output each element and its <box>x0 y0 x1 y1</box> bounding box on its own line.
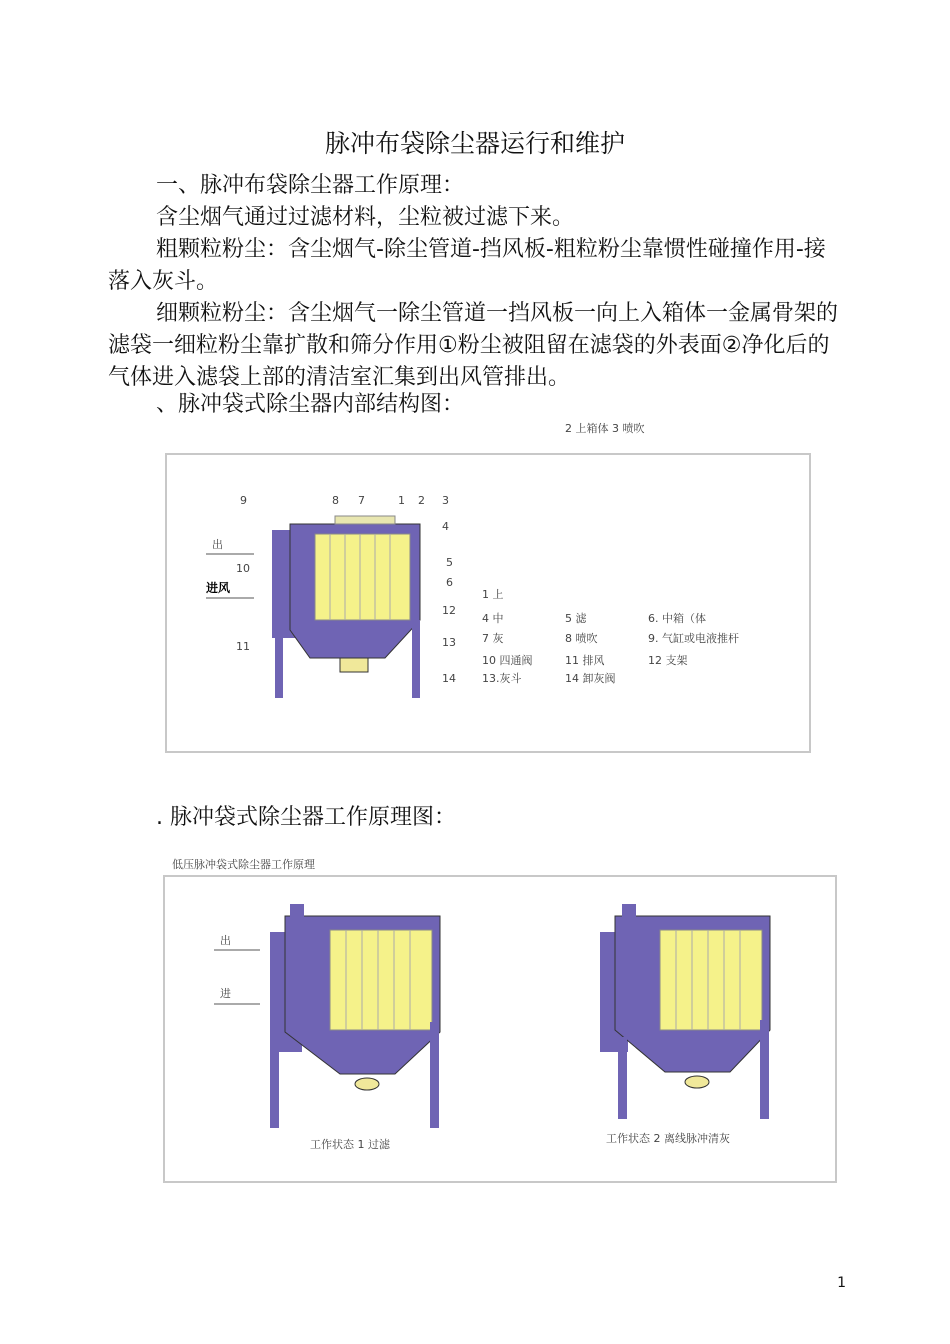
support-leg-left <box>275 638 283 698</box>
legend-item: 14 卸灰阀 <box>565 672 616 685</box>
filter-bags <box>315 534 410 620</box>
paragraph-3: 细颗粒粉尘：含尘烟气一除尘管道一挡风板一向上入箱体一金属骨架的滤袋一细粒粉尘靠扩散和筛分作用①粉尘被阻留在滤袋的外表面②净化后的气体进入滤袋上部的清洁室汇集到出风管排出。 <box>108 301 839 390</box>
legend-item: 8 喷吹 <box>565 632 598 645</box>
structure-figure <box>150 420 820 765</box>
figure1-frame <box>166 454 810 752</box>
callout-number: 14 <box>442 672 456 685</box>
callout-number: 7 <box>358 494 365 507</box>
legend-item: 13.灰斗 <box>482 672 522 685</box>
legend-item: 12 支架 <box>648 654 688 667</box>
legend-item: 7 灰 <box>482 632 504 645</box>
legend-item: 9. 气缸或电液推杆 <box>648 632 739 645</box>
callout-number: 12 <box>442 604 456 617</box>
caption-state-1: 工作状态 1 过滤 <box>310 1138 390 1151</box>
inlet-label: 进风 <box>206 581 231 595</box>
callout-number: 3 <box>442 494 449 507</box>
working-principle-figure <box>160 852 840 1187</box>
section-heading-structure: 、脉冲袋式除尘器内部结构图： <box>156 392 465 417</box>
figure2-caption-top: 低压脉冲袋式除尘器工作原理 <box>172 858 315 871</box>
legend-item: 4 中 <box>482 612 504 625</box>
support-leg-right <box>412 620 420 698</box>
section-heading-working: . 脉冲袋式除尘器工作原理图： <box>156 805 456 830</box>
discharge-valve <box>340 658 368 672</box>
callout-number: 8 <box>332 494 339 507</box>
paragraph-2: 粗颗粒粉尘：含尘烟气-除尘管道-挡风板-粗粒粉尘靠惯性碰撞作用-接落入灰斗。 <box>108 237 826 294</box>
section-heading-principle: 一、脉冲布袋除尘器工作原理： <box>156 173 465 198</box>
callout-number: 4 <box>442 520 449 533</box>
legend-item: 11 排风 <box>565 654 605 667</box>
legend-item: 5 滤 <box>565 612 587 625</box>
figure2-inlet-label: 进 <box>220 987 231 1000</box>
top-cover <box>335 516 395 524</box>
outlet-label: 出 <box>212 538 223 551</box>
callout-number: 1 <box>398 494 405 507</box>
caption-state-2: 工作状态 2 离线脉冲清灰 <box>606 1132 730 1145</box>
callout-number: 5 <box>446 556 453 569</box>
callout-number: 9 <box>240 494 247 507</box>
page-number: 1 <box>837 1275 846 1291</box>
callout-number: 11 <box>236 640 250 653</box>
legend-item: 6. 中箱（体 <box>648 612 706 625</box>
callout-number: 10 <box>236 562 250 575</box>
page-title: 脉冲布袋除尘器运行和维护 <box>324 129 625 158</box>
callout-number: 6 <box>446 576 453 589</box>
figure1-top-cut-text: 2 上箱体 3 喷吹 <box>565 422 645 435</box>
legend-item: 10 四通阀 <box>482 654 533 667</box>
callout-number: 2 <box>418 494 425 507</box>
callout-number: 13 <box>442 636 456 649</box>
legend-item: 1 上 <box>482 588 504 601</box>
paragraph-1: 含尘烟气通过过滤材料，尘粒被过滤下来。 <box>156 205 575 230</box>
figure2-outlet-label: 出 <box>220 934 231 947</box>
